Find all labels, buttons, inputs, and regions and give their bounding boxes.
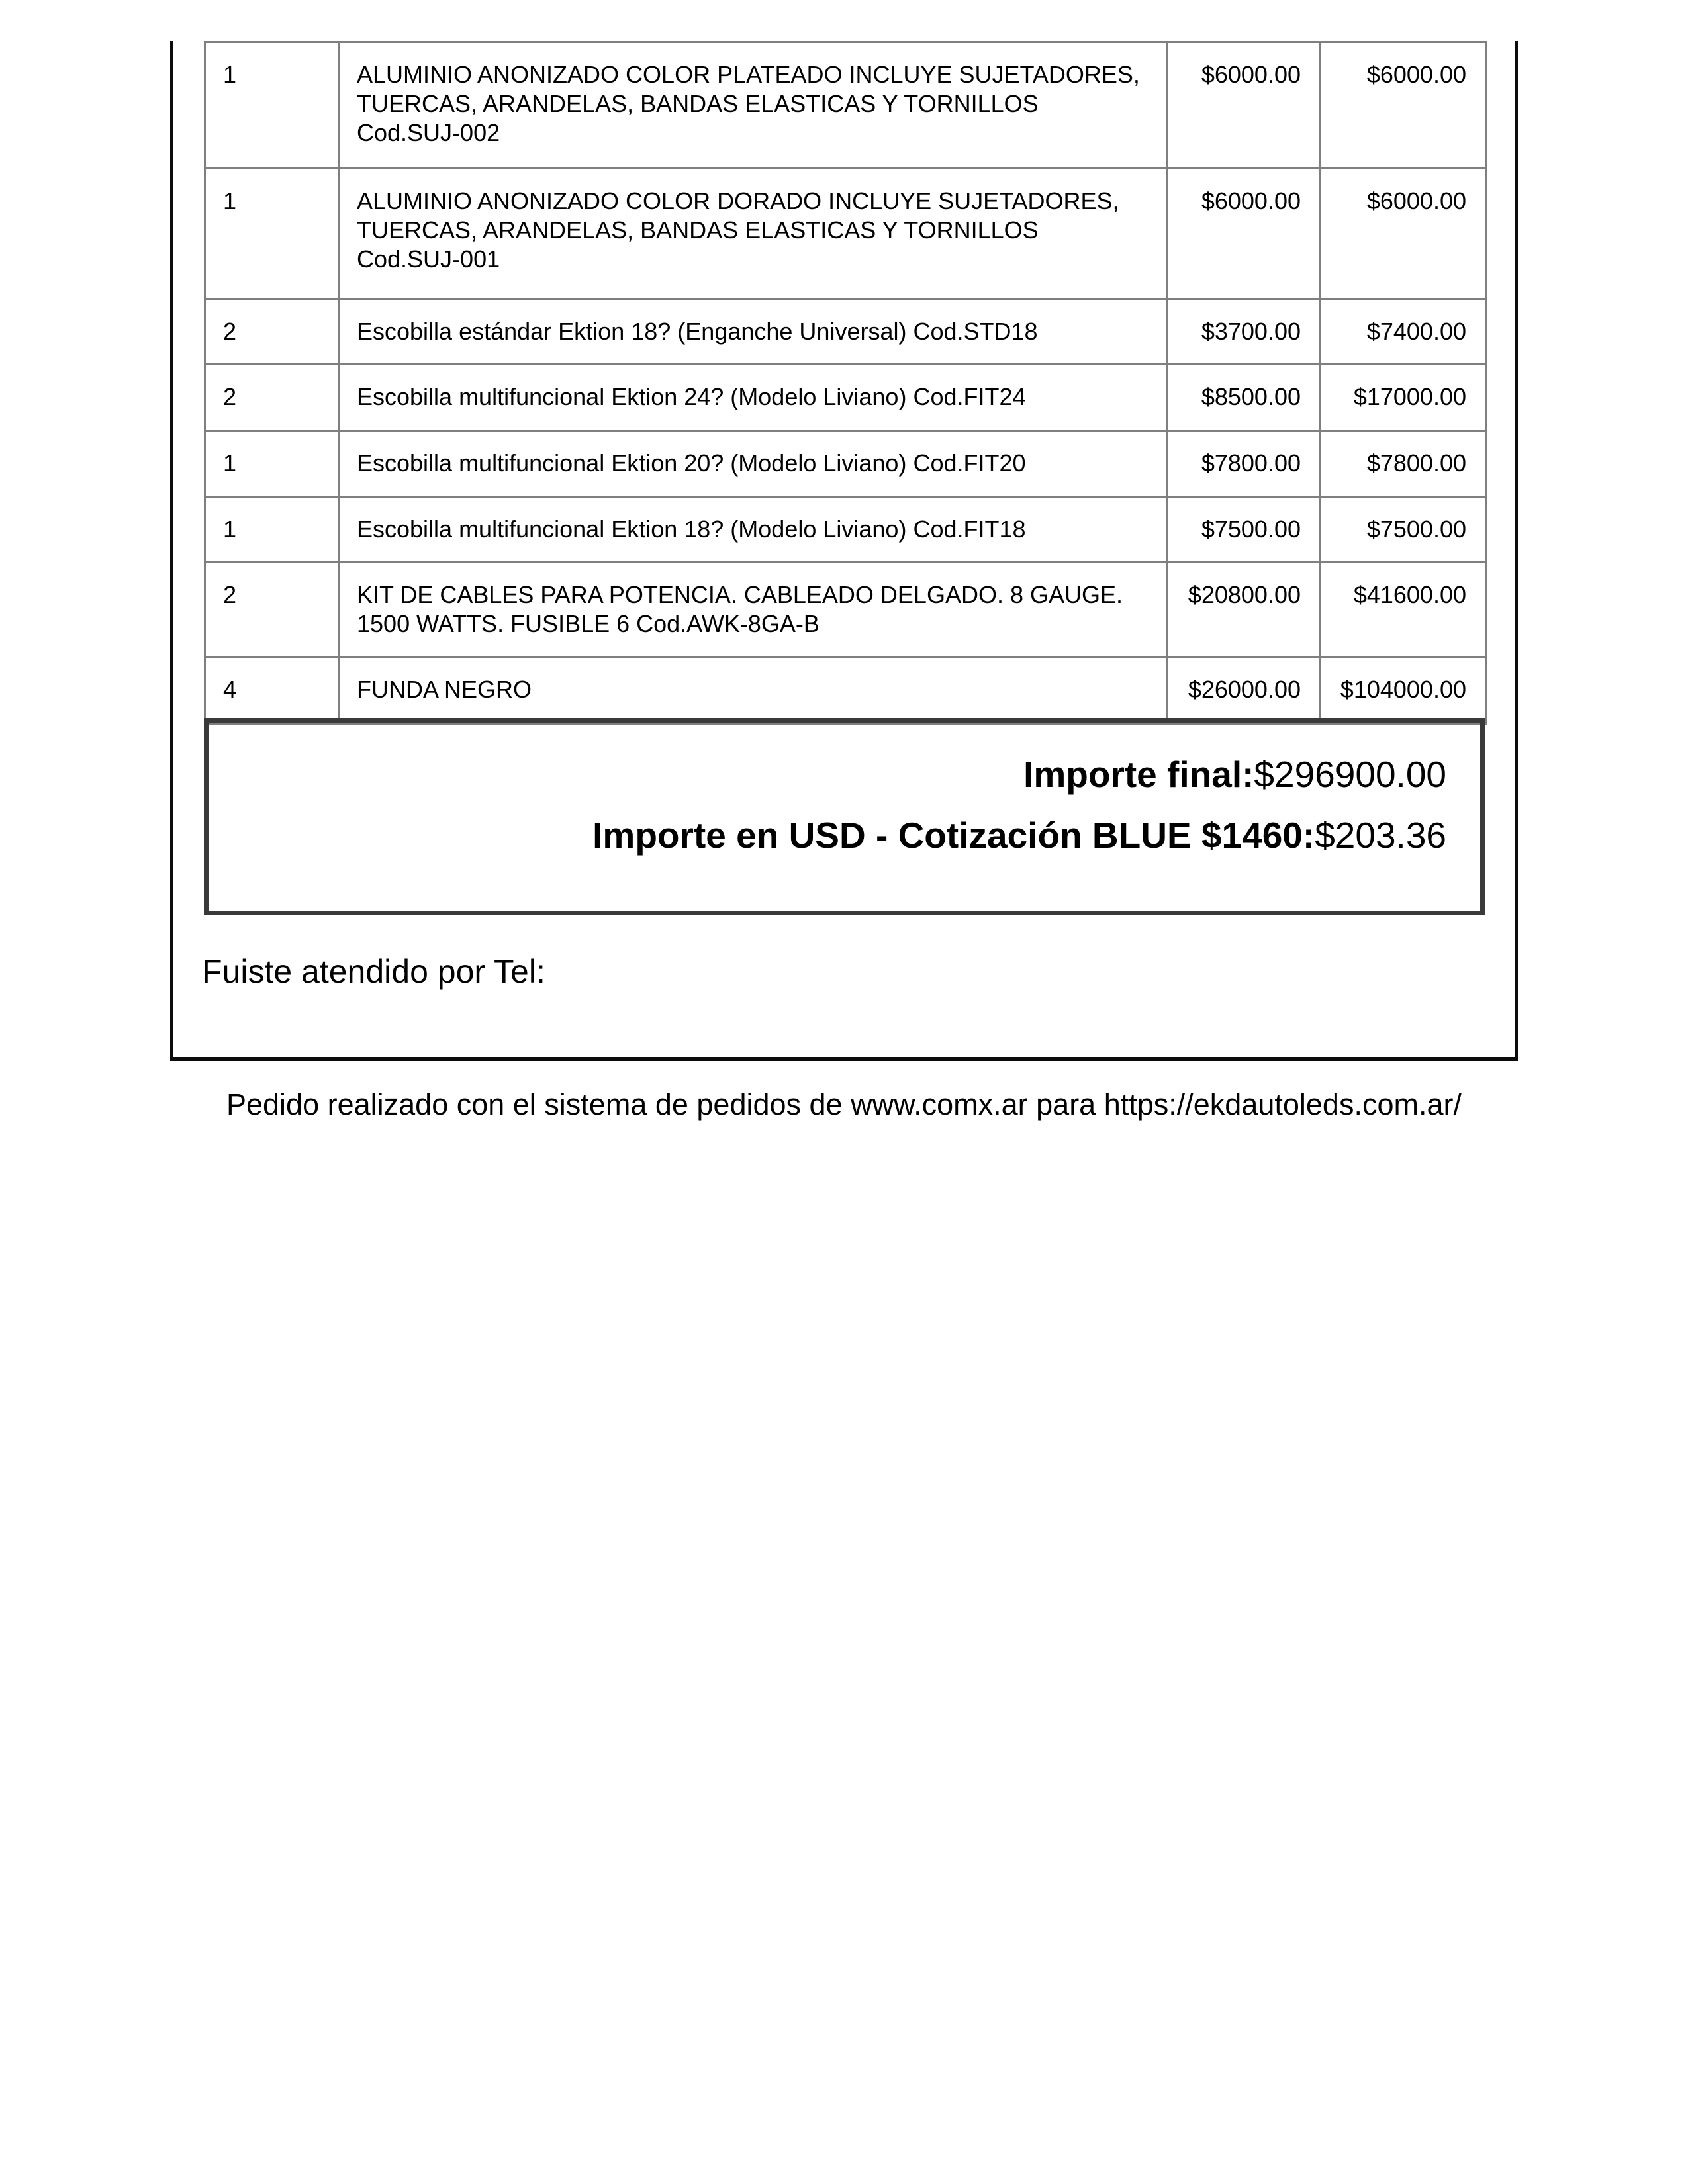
item-qty-cell: 2 [205,299,339,365]
item-unit-price-cell: $6000.00 [1168,169,1321,299]
table-row [205,431,1486,497]
item-description-cell: ALUMINIO ANONIZADO COLOR DORADO INCLUYE SUJETADORES, TUERCAS, ARANDELAS, BANDAS ELASTICAS Y TORNILLOS Cod.SUJ-001 [339,169,1168,299]
item-description-cell: Escobilla multifuncional Ektion 20? (Modelo Liviano) Cod.FIT20 [339,431,1168,497]
item-total-cell: $6000.00 [1321,42,1486,169]
order-items-body [205,42,1486,725]
item-qty-cell: 4 [205,657,339,725]
item-qty-cell: 2 [205,365,339,431]
item-total-cell: $7400.00 [1321,299,1486,365]
importe-usd-label: Importe en USD - Cotización BLUE $1460: [592,815,1315,856]
item-total-cell: $7500.00 [1321,497,1486,563]
item-unit-price-cell: $6000.00 [1168,42,1321,169]
importe-final-line [235,744,1446,805]
item-unit-price-cell: $8500.00 [1168,365,1321,431]
item-total-cell: $41600.00 [1321,563,1486,657]
item-description-cell: FUNDA NEGRO [339,657,1168,725]
item-qty-cell: 1 [205,169,339,299]
item-description-cell: Escobilla multifuncional Ektion 18? (Modelo Liviano) Cod.FIT18 [339,497,1168,563]
item-qty-cell: 1 [205,431,339,497]
table-row [205,365,1486,431]
item-total-cell: $7800.00 [1321,431,1486,497]
table-row [205,42,1486,169]
item-total-cell: $6000.00 [1321,169,1486,299]
item-description-cell: Escobilla multifuncional Ektion 24? (Modelo Liviano) Cod.FIT24 [339,365,1168,431]
item-unit-price-cell: $3700.00 [1168,299,1321,365]
item-unit-price-cell: $20800.00 [1168,563,1321,657]
item-qty-cell: 1 [205,497,339,563]
totals-box [204,718,1485,915]
item-description-cell: ALUMINIO ANONIZADO COLOR PLATEADO INCLUYE SUJETADORES, TUERCAS, ARANDELAS, BANDAS ELASTICAS Y TORNILLOS Cod.SUJ-002 [339,42,1168,169]
table-row [205,497,1486,563]
importe-usd-line [235,805,1446,866]
importe-final-value: $296900.00 [1254,754,1446,795]
item-unit-price-cell: $26000.00 [1168,657,1321,725]
item-total-cell: $17000.00 [1321,365,1486,431]
item-total-cell: $104000.00 [1321,657,1486,725]
item-unit-price-cell: $7800.00 [1168,431,1321,497]
order-items-table [204,41,1487,725]
table-row [205,563,1486,657]
importe-usd-value: $203.36 [1315,815,1446,856]
item-unit-price-cell: $7500.00 [1168,497,1321,563]
table-row [205,169,1486,299]
item-description-cell: KIT DE CABLES PARA POTENCIA. CABLEADO DELGADO. 8 GAUGE. 1500 WATTS. FUSIBLE 6 Cod.AWK-8GA-B [339,563,1168,657]
item-description-cell: Escobilla estándar Ektion 18? (Enganche Universal) Cod.STD18 [339,299,1168,365]
attended-by-line: Fuiste atendido por Tel: [202,953,545,990]
footer-note: Pedido realizado con el sistema de pedidos de www.comx.ar para https://ekdautoleds.com.ar/ [226,1087,1462,1121]
table-row [205,657,1486,725]
item-qty-cell: 1 [205,42,339,169]
item-qty-cell: 2 [205,563,339,657]
importe-final-label: Importe final: [1023,754,1254,795]
table-row [205,299,1486,365]
